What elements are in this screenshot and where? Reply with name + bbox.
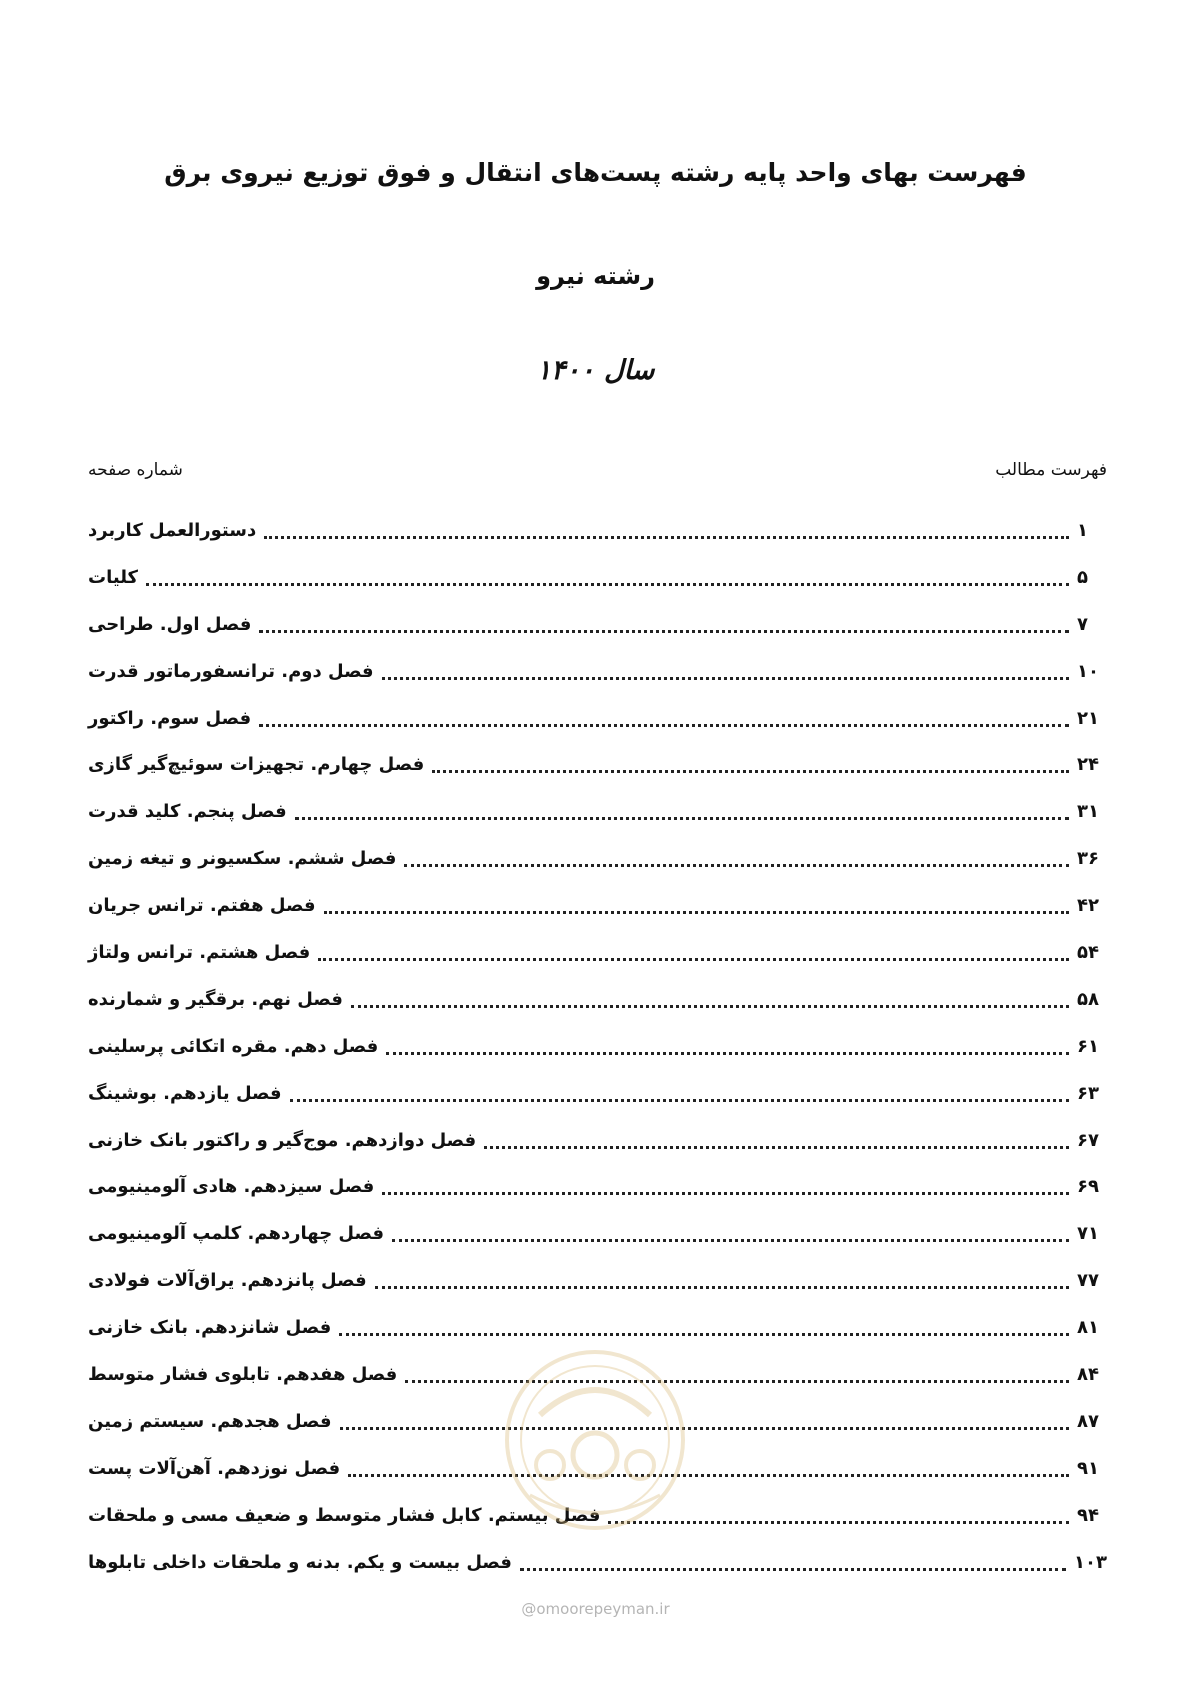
toc-entry xyxy=(88,1551,1107,1598)
toc-entry-page: ۶۹ xyxy=(1077,1176,1099,1198)
toc-entry-page: ۹۱ xyxy=(1077,1457,1099,1479)
toc-entry-page: ۱۰ xyxy=(1077,660,1099,682)
toc-entry-page: ۴۲ xyxy=(1077,895,1099,917)
watermark-url: @omoorepeyman.ir xyxy=(521,1600,670,1618)
toc-page-heading: شماره صفحه xyxy=(88,460,183,480)
toc-entry-title: فصل چهاردهم. کلمپ آلومینیومی xyxy=(88,1223,385,1245)
toc-entry xyxy=(88,753,1107,800)
toc-entry xyxy=(88,800,1107,847)
toc-entry-title: فصل بیست و یکم. بدنه و ملحقات داخلی تابلوها xyxy=(88,1551,512,1573)
toc-entry-leader xyxy=(392,1222,1069,1242)
toc-entry-page: ۳۱ xyxy=(1077,801,1099,823)
toc-entry xyxy=(88,1082,1107,1129)
toc-entry-title: کلیات xyxy=(88,566,139,588)
toc-entry xyxy=(88,988,1107,1035)
toc-entry-title: فصل یازدهم. بوشینگ xyxy=(88,1082,282,1104)
toc-entry-page: ۲۴ xyxy=(1077,754,1099,776)
toc-entry-leader xyxy=(386,1035,1069,1055)
toc-entry-leader xyxy=(324,894,1069,914)
toc-entry xyxy=(88,660,1107,707)
toc-entry-title: فصل پانزدهم. یراق‌آلات فولادی xyxy=(88,1270,367,1292)
toc-heading: فهرست مطالب xyxy=(995,460,1107,480)
toc-entry-page: ۵۸ xyxy=(1077,988,1099,1010)
toc-entry xyxy=(88,1129,1107,1176)
toc-entry-leader xyxy=(382,660,1069,680)
toc-entry-page: ۹۴ xyxy=(1077,1504,1099,1526)
toc-entry-title: فصل پنجم. کلید قدرت xyxy=(88,801,287,823)
toc-entry xyxy=(88,1175,1107,1222)
document-title: فهرست بهای واحد پایه رشته پست‌های انتقال و فوق توزیع نیروی برق xyxy=(164,158,1027,187)
toc-entry xyxy=(88,566,1107,613)
toc-entry-leader xyxy=(351,988,1069,1008)
toc-entry-page: ۲۱ xyxy=(1077,707,1099,729)
toc-entry-leader xyxy=(484,1129,1069,1149)
toc-entry-title: فصل چهارم. تجهیزات سوئیچ‌گیر گازی xyxy=(88,754,425,776)
toc-entry-page: ۳۶ xyxy=(1077,848,1099,870)
toc-entry-title: دستورالعمل کاربرد xyxy=(88,520,257,541)
toc-entry-leader xyxy=(520,1551,1066,1571)
toc-entry-leader xyxy=(146,566,1069,586)
document-subtitle: رشته نیرو xyxy=(536,262,655,290)
toc-entry-title: فصل هفدهم. تابلوی فشار متوسط xyxy=(88,1364,398,1386)
toc-entry-title: فصل شانزدهم. بانک خازنی xyxy=(88,1317,332,1339)
toc-entry xyxy=(88,519,1107,566)
toc-entry-title: فصل هشتم. ترانس ولتاژ xyxy=(88,942,311,964)
toc-entry xyxy=(88,941,1107,988)
toc-entry-page: ۶۷ xyxy=(1077,1129,1099,1151)
toc-entry xyxy=(88,707,1107,754)
toc-entry-title: فصل هجدهم. سیستم زمین xyxy=(88,1410,332,1432)
toc-entry-page: ۱ xyxy=(1077,520,1088,541)
toc-entry-page: ۸۷ xyxy=(1077,1410,1099,1432)
toc-entry-leader xyxy=(339,1316,1069,1336)
toc-entry-title: فصل بیستم. کابل فشار متوسط و ضعیف مسی و ملحقات xyxy=(88,1504,601,1526)
toc-entry-title: فصل دهم. مقره اتکائی پرسلینی xyxy=(88,1035,379,1057)
toc-entry xyxy=(88,1222,1107,1269)
toc-entry-leader xyxy=(348,1457,1069,1477)
toc-entry-page: ۷۷ xyxy=(1077,1270,1099,1292)
toc-entry-page: ۶۱ xyxy=(1077,1035,1099,1057)
toc-entry xyxy=(88,894,1107,941)
toc-entry-page: ۷۱ xyxy=(1077,1223,1099,1245)
toc-entry-title: فصل دوم. ترانسفورماتور قدرت xyxy=(88,660,374,682)
toc-entry-page: ۸۱ xyxy=(1077,1317,1099,1339)
toc-entry xyxy=(88,847,1107,894)
toc-entry-page: ۷ xyxy=(1077,613,1088,635)
toc-entry-title: فصل ششم. سکسیونر و تیغه زمین xyxy=(88,848,397,870)
toc-entry xyxy=(88,613,1107,660)
toc-entry-leader xyxy=(259,613,1069,633)
toc-entry-leader xyxy=(318,941,1069,961)
toc-entry-title: فصل نوزدهم. آهن‌آلات پست xyxy=(88,1457,341,1479)
toc-entry-title: فصل هفتم. ترانس جریان xyxy=(88,895,316,917)
toc-entry-page: ۸۴ xyxy=(1077,1364,1099,1386)
toc-entry-title: فصل دوازدهم. موج‌گیر و راکتور بانک خازنی xyxy=(88,1129,477,1151)
toc-entry xyxy=(88,1035,1107,1082)
toc-entry-leader xyxy=(375,1269,1069,1289)
toc-entry-title: فصل سیزدهم. هادی آلومینیومی xyxy=(88,1176,375,1198)
toc-entry-page: ۶۳ xyxy=(1077,1082,1099,1104)
toc-entry-leader xyxy=(340,1410,1069,1430)
toc-entry-title: فصل اول. طراحی xyxy=(88,613,252,635)
toc-entry-page: ۵ xyxy=(1077,566,1088,588)
toc-entry-title: فصل سوم. راکتور xyxy=(88,707,252,729)
toc-entry-title: فصل نهم. برقگیر و شمارنده xyxy=(88,988,343,1010)
toc-entry xyxy=(88,1269,1107,1316)
toc-entry-leader xyxy=(404,847,1069,867)
toc-entry-leader xyxy=(264,519,1069,539)
watermark-logo xyxy=(500,1345,690,1535)
toc-entry-page: ۱۰۳ xyxy=(1074,1551,1107,1573)
toc-entry-leader xyxy=(290,1082,1069,1102)
toc-entry-page: ۵۴ xyxy=(1077,942,1099,964)
toc-entry-leader xyxy=(432,753,1069,773)
toc-entry-leader xyxy=(295,800,1069,820)
document-year: سال ۱۴۰۰ xyxy=(536,355,655,386)
toc-entry-leader xyxy=(259,707,1069,727)
toc-entry-leader xyxy=(382,1175,1069,1195)
